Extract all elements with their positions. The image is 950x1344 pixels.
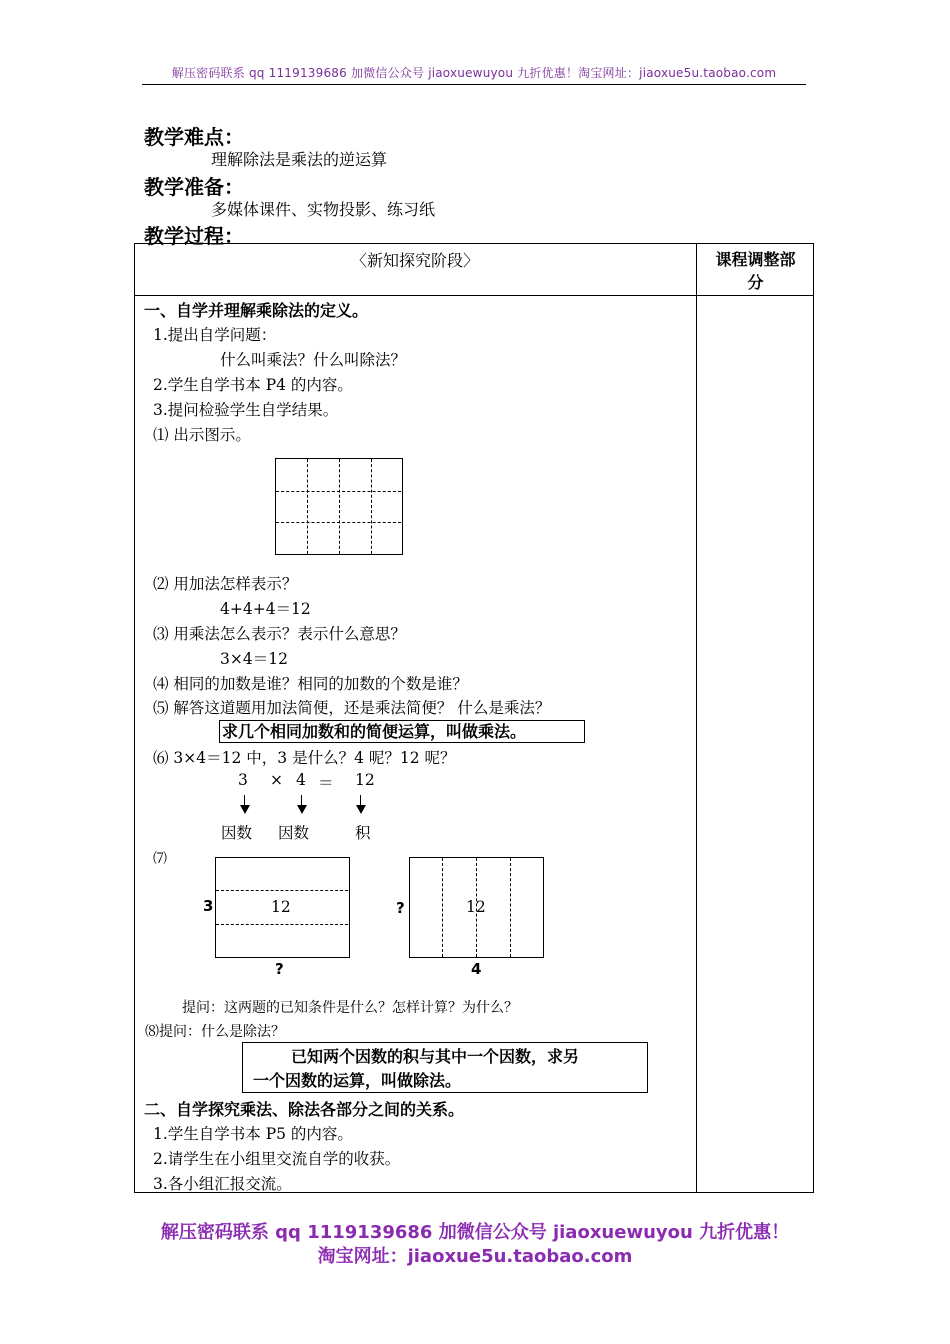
content-line: ⑻提问：什么是除法？ <box>145 1024 285 1040</box>
content-line: 2.学生自学书本 P4 的内容。 <box>153 376 353 394</box>
down-arrow-icon <box>240 805 250 814</box>
division-definition <box>242 1042 648 1093</box>
content-line: 1.学生自学书本 P5 的内容。 <box>153 1125 353 1143</box>
division-definition-line2: 一个因数的运算，叫做除法。 <box>253 1071 462 1090</box>
equation-product-12: 12 <box>355 771 375 789</box>
content-line: 什么叫乘法？什么叫除法？ <box>220 351 407 369</box>
grid-dash-line <box>276 491 401 492</box>
table-column-divider <box>696 243 697 1193</box>
figure-dash-line <box>442 858 443 957</box>
figure-right-side-label: ? <box>396 899 405 917</box>
grid-dash-line <box>276 522 401 523</box>
content-line: ⑴ 出示图示。 <box>153 426 251 444</box>
column-header-adjust <box>697 248 814 294</box>
content-line: 3.各小组汇报交流。 <box>153 1175 292 1193</box>
figure-left-side-label: 3 <box>203 897 214 915</box>
content-line: 3.提问检验学生自学结果。 <box>153 401 339 419</box>
column-header-adjust-line2: 分 <box>747 273 764 292</box>
content-line: 提问：这两题的已知条件是什么？怎样计算？为什么？ <box>182 1000 518 1016</box>
header-watermark: 解压密码联系 qq 1119139686 加微信公众号 jiaoxuewuyou 九折优惠！淘宝网址：jiaoxue5u.taobao.com <box>171 66 777 80</box>
difficulty-title: 教学难点： <box>144 125 244 149</box>
prep-text: 多媒体课件、实物投影、练习纸 <box>211 200 436 219</box>
difficulty-text: 理解除法是乘法的逆运算 <box>211 150 388 169</box>
label-factor: 因数 <box>278 824 310 842</box>
label-product: 积 <box>355 824 371 842</box>
table-header-divider <box>134 295 814 296</box>
content-line: 3×4＝12 <box>220 650 288 668</box>
content-line: ⑶ 用乘法怎么表示？表示什么意思？ <box>153 625 406 643</box>
content-line: 4+4+4＝12 <box>220 600 311 618</box>
figure-dash-line <box>216 890 348 891</box>
equation-times: × <box>270 771 283 789</box>
down-arrow-icon <box>356 805 366 814</box>
figure-right-bottom-label: 4 <box>471 960 482 978</box>
grid-dash-line <box>371 459 372 554</box>
header-rule <box>142 84 806 85</box>
figure-dash-line <box>510 858 511 957</box>
equation-factor-4: 4 <box>296 771 306 789</box>
content-line: ⑵ 用加法怎样表示？ <box>153 575 298 593</box>
content-line: ⑸ 解答这道题用加法简便，还是乘法简便？ 什么是乘法？ <box>153 699 551 717</box>
content-line: ⑹ 3×4＝12 中，3 是什么？4 呢？12 呢？ <box>153 749 456 767</box>
content-line: ⑺ <box>153 851 167 867</box>
part2-title: 二、自学探究乘法、除法各部分之间的关系。 <box>144 1100 465 1119</box>
figure-left-center-label: 12 <box>271 898 291 916</box>
figure-dash-line <box>216 924 348 925</box>
division-definition-line1: 已知两个因数的积与其中一个因数，求另 <box>291 1047 580 1066</box>
grid-figure <box>275 458 403 555</box>
grid-dash-line <box>307 459 308 554</box>
multiplication-definition: 求几个相同加数和的简便运算，叫做乘法。 <box>219 720 585 743</box>
label-factor: 因数 <box>221 824 253 842</box>
column-header-main: 〈新知探究阶段〉 <box>350 251 479 270</box>
content-line: 1.提出自学问题： <box>153 326 277 344</box>
part1-title: 一、自学并理解乘除法的定义。 <box>144 301 369 320</box>
grid-dash-line <box>339 459 340 554</box>
down-arrow-icon <box>297 805 307 814</box>
column-header-adjust-line1: 课程调整部 <box>715 250 796 269</box>
prep-title: 教学准备： <box>144 175 244 199</box>
process-title: 教学过程： <box>144 224 244 248</box>
content-line: 2.请学生在小组里交流自学的收获。 <box>153 1150 401 1168</box>
footer-watermark-line1: 解压密码联系 qq 1119139686 加微信公众号 jiaoxuewuyou 九折优惠！ <box>160 1222 790 1243</box>
equation-factor-3: 3 <box>238 771 248 789</box>
content-line: ⑷ 相同的加数是谁？相同的加数的个数是谁？ <box>153 675 468 693</box>
figure-left-bottom-label: ? <box>275 960 284 978</box>
figure-right-center-label: 12 <box>466 898 486 916</box>
equation-equals: ＝ <box>318 774 334 792</box>
footer-watermark-line2: 淘宝网址：jiaoxue5u.taobao.com <box>317 1246 633 1267</box>
